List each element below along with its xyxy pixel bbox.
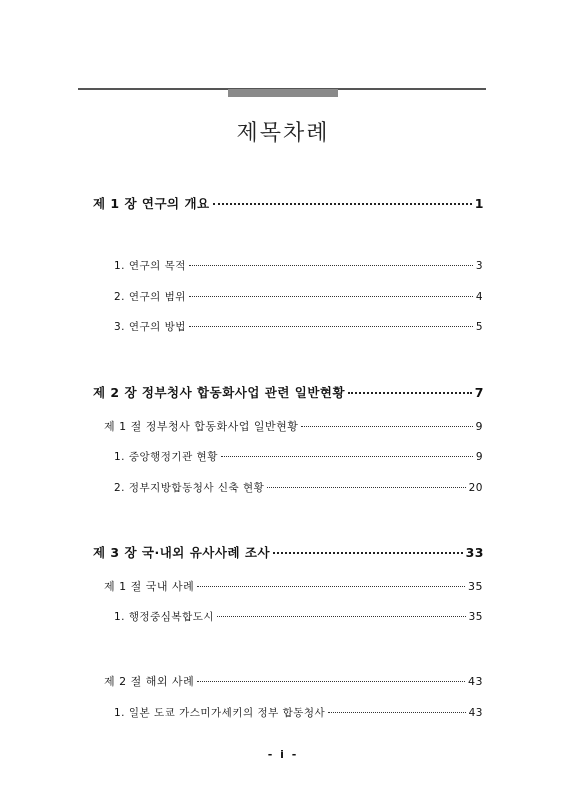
- dot-leader: [197, 681, 465, 682]
- toc-label: 1. 중앙행정기관 현황: [114, 451, 218, 463]
- toc-section[interactable]: [104, 418, 483, 434]
- toc-page-number: 4: [475, 291, 483, 303]
- toc-chapter-1[interactable]: [93, 194, 484, 212]
- toc-page-number: 43: [468, 675, 483, 688]
- toc-page-number: 9: [475, 420, 483, 433]
- toc-chapter-2[interactable]: [93, 383, 484, 401]
- dot-leader: [301, 426, 472, 427]
- dot-leader: [348, 392, 472, 394]
- page-footer: - i -: [267, 748, 299, 761]
- toc-page-number: 1: [474, 196, 484, 211]
- toc-page-number: 33: [465, 545, 484, 560]
- toc-page-number: 5: [475, 321, 483, 333]
- toc-page-number: 9: [475, 451, 483, 463]
- toc-label: 제 1 절 정부청사 합동화사업 일반현황: [104, 420, 299, 433]
- dot-leader: [189, 326, 473, 327]
- toc-chapter-3[interactable]: [93, 543, 484, 561]
- toc-item[interactable]: [114, 319, 483, 334]
- toc-label: 2. 연구의 범위: [114, 291, 186, 303]
- toc-item[interactable]: [114, 480, 483, 495]
- toc-label: 제 1 절 국내 사례: [104, 580, 195, 593]
- toc-label: 제 2 절 해외 사례: [104, 675, 195, 688]
- toc-label: 1. 연구의 목적: [114, 260, 186, 272]
- toc-label: 3. 연구의 방법: [114, 321, 186, 333]
- toc-section[interactable]: [104, 578, 483, 594]
- toc-page-number: 43: [468, 707, 483, 719]
- toc-item[interactable]: [114, 609, 483, 624]
- dot-leader: [328, 712, 465, 713]
- dot-leader: [213, 203, 472, 205]
- dot-leader: [221, 456, 473, 457]
- toc-label: 제 3 장 국·내외 유사사례 조사: [93, 545, 271, 560]
- dot-leader: [189, 296, 473, 297]
- toc-page-number: 35: [468, 611, 483, 623]
- toc-page-number: 7: [474, 385, 484, 400]
- toc-item[interactable]: [114, 705, 483, 720]
- toc-item[interactable]: [114, 449, 483, 464]
- dot-leader: [217, 616, 466, 617]
- header-bar: [228, 89, 338, 97]
- dot-leader: [189, 265, 473, 266]
- toc-label: 제 2 장 정부청사 합동화사업 관련 일반현황: [93, 385, 346, 400]
- dot-leader: [197, 586, 465, 587]
- dot-leader: [267, 487, 465, 488]
- toc-label: 제 1 장 연구의 개요: [93, 196, 210, 211]
- toc-label: 1. 일본 도쿄 가스미가세키의 정부 합동청사: [114, 707, 326, 719]
- page-title: 제목차례: [236, 121, 330, 146]
- toc-page-number: 20: [468, 482, 483, 494]
- dot-leader: [273, 552, 463, 554]
- toc-section[interactable]: [104, 673, 483, 689]
- toc-item[interactable]: [114, 289, 483, 304]
- toc-label: 1. 행정중심복합도시: [114, 611, 214, 623]
- toc-item[interactable]: [114, 258, 483, 273]
- toc-label: 2. 정부지방합동청사 신축 현황: [114, 482, 265, 494]
- toc-page-number: 3: [475, 260, 483, 272]
- toc-page-number: 35: [468, 580, 483, 593]
